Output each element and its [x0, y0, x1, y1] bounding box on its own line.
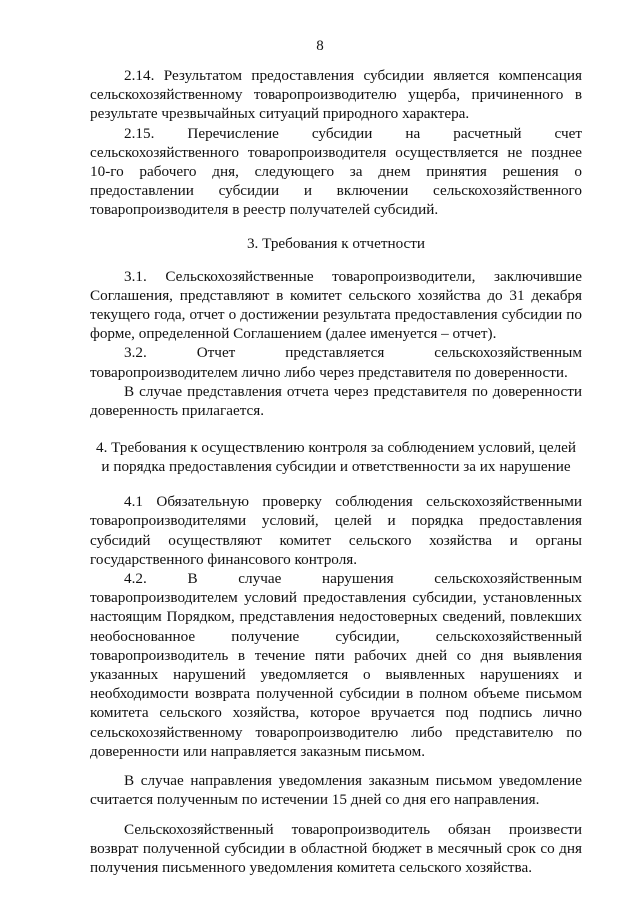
- paragraph-3-2: 3.2. Отчет представляется сельскохозяйственным товаропроизводителем лично либо через представителя по доверенности.: [90, 344, 582, 381]
- section-heading-3: 3. Требования к отчетности: [246, 234, 426, 252]
- paragraph-2-14: 2.14. Результатом предоставления субсидии является компенсация сельскохозяйственному товаропроизводителю ущерба, причиненного в результате чрезвычайных ситуаций природного характера.: [90, 67, 582, 123]
- section-heading-4-line1: 4. Требования к осуществлению контроля за соблюдением условий, целей: [95, 439, 577, 457]
- document-body: [90, 66, 582, 877]
- paragraph-4-1: 4.1 Обязательную проверку соблюдения сельскохозяйственными товаропроизводителями условий, целей и порядка предоставления субсидий осуществляют комитет сельского хозяйства и органы государственного финансового контроля.: [90, 493, 582, 568]
- page-number: 8: [316, 38, 324, 54]
- paragraph-3-1: 3.1. Сельскохозяйственные товаропроизводители, заключившие Соглашения, представляют в комитет сельского хозяйства до 31 декабря текущего года, отчет о достижении результата предоставления субсидии по форме, определенной Соглашением (далее именуется – отчет).: [90, 267, 582, 343]
- paragraph-4-2-refund: Сельскохозяйственный товаропроизводитель обязан произвести возврат полученной субсидии в областной бюджет в месячный срок со дня получения письменного уведомления комитета сельского хозяйства.: [90, 820, 582, 876]
- section-heading-4: [90, 438, 582, 476]
- paragraph-3-2-continued: В случае представления отчета через представителя по доверенности доверенность прилагается.: [90, 382, 582, 420]
- paragraph-4-2: 4.2. В случае нарушения сельскохозяйственным товаропроизводителем условий предоставления субсидии, установленных настоящим Порядком, представления недостоверных сведений, повлекших необоснованное получение субсидии, сельскохозяйственный товаропроизводитель в течение пяти рабочих дней со дня выявления указанных нарушений уведомляется о выявленных нарушениях и необходимости возврата полученной субсидии в полном объеме письмом комитета сельского хозяйства, которое вручается под подпись лично сельскохозяйственному товаропроизводителю либо представителю по доверенности или направляется заказным письмом.: [90, 570, 582, 760]
- paragraph-2-15: 2.15. Перечисление субсидии на расчетный счет сельскохозяйственного товаропроизводителя осуществляется не позднее 10-го рабочего дня, следующего за днем принятия решения о предоставлении субсидии и включении сельскохозяйственного товаропроизводителя в реестр получателей субсидий.: [90, 124, 582, 219]
- paragraph-4-2-notice: В случае направления уведомления заказным письмом уведомление считается полученным по истечении 15 дней со дня его направления.: [90, 772, 582, 809]
- section-heading-4-line2: и порядка предоставления субсидии и ответственности за их нарушение: [101, 458, 571, 476]
